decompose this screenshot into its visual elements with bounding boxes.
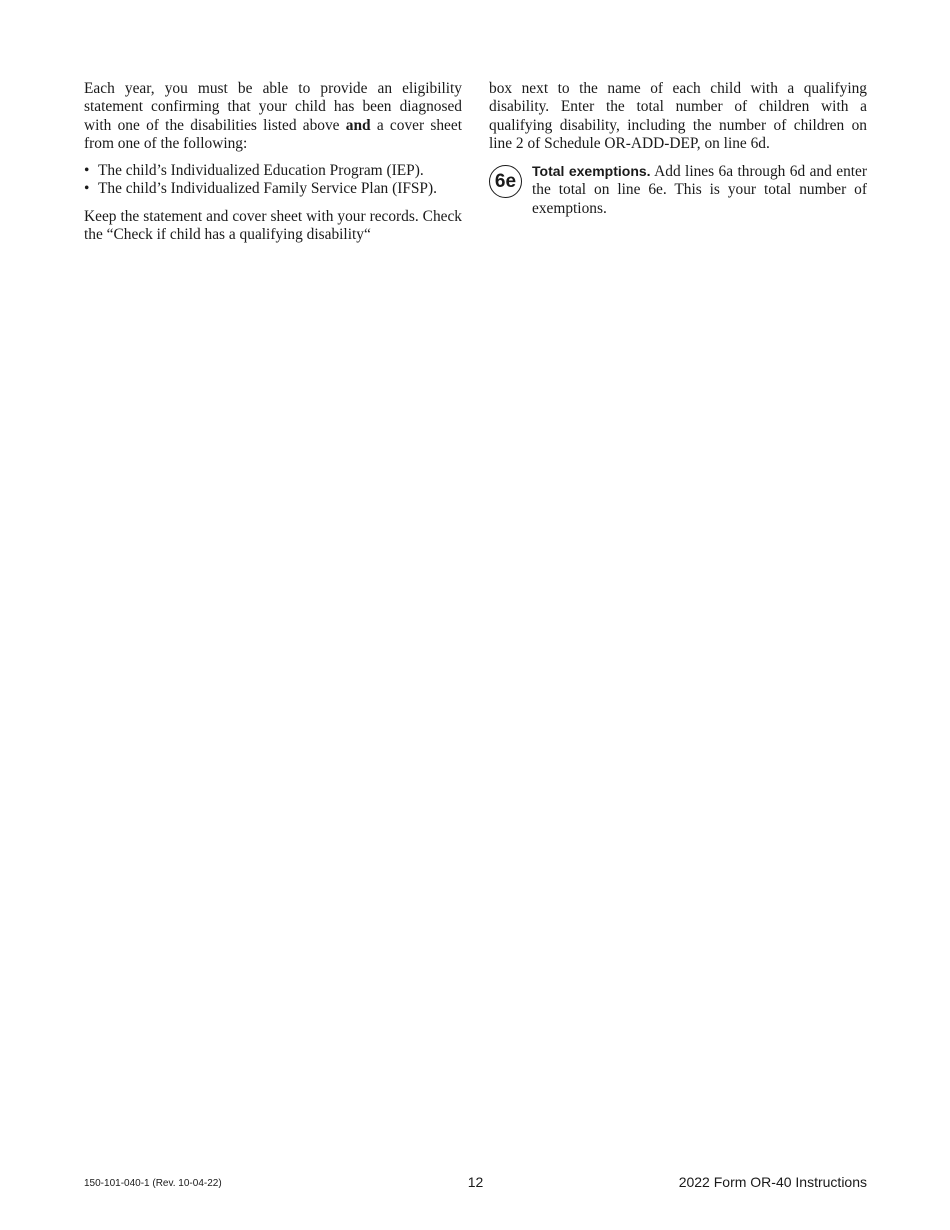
page-footer <box>84 1174 867 1192</box>
cover-sheet-list <box>84 162 462 199</box>
eligibility-statement-paragraph <box>84 80 462 153</box>
list-item-text: The child’s Individualized Education Program (IEP). <box>98 162 424 180</box>
list-item-text: The child’s Individualized Family Service Plan (IFSP). <box>98 180 437 198</box>
left-column <box>84 80 462 253</box>
total-exemptions-section <box>489 162 867 218</box>
qualifying-disability-paragraph: box next to the name of each child with a qualifying disability. Enter the total number of children with a qualifying disability, including the number of children on line 2 of Schedule OR-ADD-DEP, on line 6d. <box>489 80 867 152</box>
line-6e-badge: 6e <box>489 165 522 198</box>
total-exemptions-heading: Total exemptions. <box>532 163 651 180</box>
eligibility-text-start: Each year, you must be able to provide an eligibility statement confirming that your child has been diagnosed with one of the disabilities listed above <box>84 80 462 134</box>
eligibility-text-end: a cover sheet from one of the following: <box>84 116 462 152</box>
form-revision-number: 150-101-040-1 (Rev. 10-04-22) <box>84 1178 222 1189</box>
right-column <box>489 80 867 227</box>
page-number: 12 <box>467 1174 484 1190</box>
bullet-icon: • <box>84 162 90 180</box>
document-title: 2022 Form OR-40 Instructions <box>678 1174 867 1190</box>
list-item <box>84 162 462 180</box>
records-paragraph: Keep the statement and cover sheet with your records. Check the “Check if child has a qualifying disability“ <box>84 207 462 244</box>
total-exemptions-text: Add lines 6a through 6d and enter the total on line 6e. This is your total number of exemptions. <box>532 163 868 217</box>
emphasis-and: and <box>345 116 371 134</box>
bullet-icon: • <box>84 180 90 198</box>
list-item <box>84 180 462 198</box>
